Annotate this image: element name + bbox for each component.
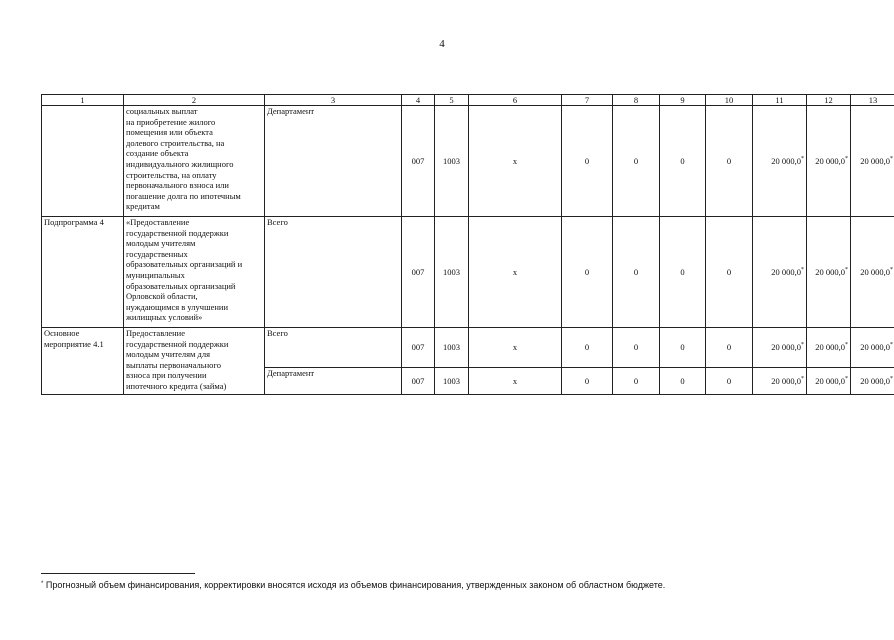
entity-cell: Всего	[265, 217, 402, 328]
value-cell: 0	[562, 328, 613, 368]
footnote-text: Прогнозный объем финансирования, корректировки вносятся исходя из объемов финансирования, утвержденных законом об областном бюджете.	[43, 580, 666, 590]
footnote	[41, 580, 665, 590]
value-cell: х	[469, 368, 562, 395]
amount-value: 20 000,0	[771, 266, 801, 277]
footnote-marker: *	[845, 155, 848, 162]
value-cell: 0	[660, 217, 706, 328]
footnote-divider	[41, 573, 195, 574]
amount-cell	[851, 368, 894, 395]
amount-value: 20 000,0	[815, 342, 845, 353]
description-cell: Предоставление государственной поддержки молодым учителям для выплаты первоначального взноса при получении ипотечного кредита (займа)	[124, 328, 265, 395]
footnote-marker: *	[845, 266, 848, 273]
value-cell: 0	[706, 217, 753, 328]
financing-table	[41, 94, 894, 395]
amount-cell	[807, 368, 851, 395]
value-cell: 007	[402, 328, 435, 368]
amount-value: 20 000,0	[771, 342, 801, 353]
footnote-marker: *	[801, 155, 804, 162]
amount-cell	[753, 328, 807, 368]
value-cell: 0	[613, 368, 660, 395]
value-cell: 0	[613, 328, 660, 368]
footnote-marker: *	[890, 266, 893, 273]
col-header: 9	[660, 95, 706, 106]
amount-cell	[851, 217, 894, 328]
value-cell: 0	[706, 106, 753, 217]
value-cell: 0	[562, 217, 613, 328]
table-row	[42, 217, 894, 328]
amount-cell	[807, 106, 851, 217]
description-cell: «Предоставление государственной поддержки молодым учителям государственных образовательных организаций и муниципальных образовательных организаций Орловской области, нуждающимся в улучшении жилищных условий»	[124, 217, 265, 328]
table-row	[42, 328, 894, 368]
amount-cell	[851, 328, 894, 368]
amount-value: 20 000,0	[860, 155, 890, 166]
value-cell: 1003	[435, 106, 469, 217]
value-cell: 1003	[435, 217, 469, 328]
col-header: 5	[435, 95, 469, 106]
col-header: 6	[469, 95, 562, 106]
amount-value: 20 000,0	[860, 266, 890, 277]
amount-value: 20 000,0	[815, 155, 845, 166]
entity-cell: Всего	[265, 328, 402, 368]
footnote-marker: *	[801, 342, 804, 349]
value-cell: 007	[402, 217, 435, 328]
amount-value: 20 000,0	[815, 266, 845, 277]
header-row	[42, 95, 894, 106]
col-header: 11	[753, 95, 807, 106]
col-header: 8	[613, 95, 660, 106]
footnote-marker: *	[41, 581, 44, 587]
value-cell: 0	[562, 106, 613, 217]
table-row	[42, 106, 894, 217]
amount-value: 20 000,0	[815, 375, 845, 386]
amount-value: 20 000,0	[771, 375, 801, 386]
value-cell: х	[469, 328, 562, 368]
value-cell: 0	[660, 368, 706, 395]
col-header: 7	[562, 95, 613, 106]
col-header: 3	[265, 95, 402, 106]
program-cell	[42, 106, 124, 217]
value-cell: х	[469, 106, 562, 217]
value-cell: 007	[402, 368, 435, 395]
value-cell: 0	[706, 368, 753, 395]
value-cell: 1003	[435, 328, 469, 368]
footnote-marker: *	[890, 342, 893, 349]
value-cell: 1003	[435, 368, 469, 395]
program-cell: Подпрограмма 4	[42, 217, 124, 328]
amount-value: 20 000,0	[860, 375, 890, 386]
value-cell: х	[469, 217, 562, 328]
value-cell: 0	[562, 368, 613, 395]
amount-cell	[807, 328, 851, 368]
page-number: 4	[439, 38, 445, 50]
footnote-marker: *	[801, 266, 804, 273]
col-header: 1	[42, 95, 124, 106]
footnote-marker: *	[845, 375, 848, 382]
amount-cell	[753, 106, 807, 217]
amount-cell	[753, 368, 807, 395]
amount-cell	[753, 217, 807, 328]
col-header: 4	[402, 95, 435, 106]
description-cell: социальных выплат на приобретение жилого помещения или объекта долевого строительства, на создание объекта индивидуального жилищного строительства, на оплату первоначального взноса или погашение долга по ипотечным кредитам	[124, 106, 265, 217]
col-header: 2	[124, 95, 265, 106]
program-cell: Основное мероприятие 4.1	[42, 328, 124, 395]
value-cell: 0	[613, 217, 660, 328]
footnote-marker: *	[801, 375, 804, 382]
value-cell: 007	[402, 106, 435, 217]
col-header: 10	[706, 95, 753, 106]
col-header: 13	[851, 95, 894, 106]
amount-cell	[807, 217, 851, 328]
entity-cell: Департамент	[265, 368, 402, 395]
amount-value: 20 000,0	[771, 155, 801, 166]
entity-cell: Департамент	[265, 106, 402, 217]
footnote-marker: *	[890, 375, 893, 382]
col-header: 12	[807, 95, 851, 106]
footnote-marker: *	[845, 342, 848, 349]
value-cell: 0	[613, 106, 660, 217]
amount-cell	[851, 106, 894, 217]
footnote-marker: *	[890, 155, 893, 162]
amount-value: 20 000,0	[860, 342, 890, 353]
value-cell: 0	[706, 328, 753, 368]
value-cell: 0	[660, 328, 706, 368]
value-cell: 0	[660, 106, 706, 217]
